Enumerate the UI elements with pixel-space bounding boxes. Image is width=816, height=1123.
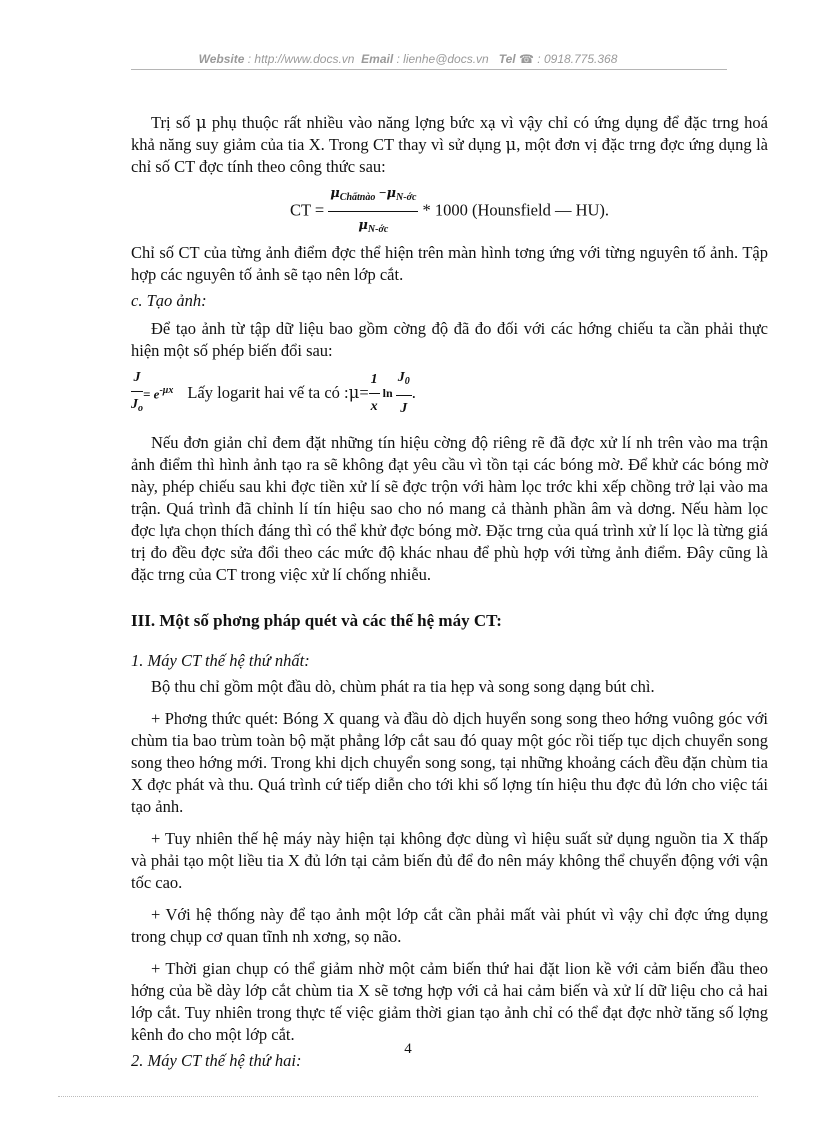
tel-label: Tel <box>498 52 516 66</box>
paragraph-gen1-second-sensor: + Thời gian chụp có thể giảm nhờ một cảm biến thứ hai đặt lion kề với cảm biến đầu theo hớng của bề dày lớp cắt chùm tia X sẽ tơng hợp với cả hai cảm biến và xử lí dữ liệu cho cả hai lớp cắt. Tuy nhiên trong thực tế việc giảm thời gian tạo ảnh chỉ có thể đạt đợc nhờ tăng số lợng kênh đo cho một lớp cắt. <box>131 959 768 1044</box>
paragraph-gen1-scan: + Phơng thức quét: Bóng X quang và đầu dò dịch huyển song song theo hớng vuông góc với chùm tia bao trùm toàn bộ mặt phẳng lớp cắt sau đó quay một góc rồi tiếp tục dịch chuyển song song theo hớng mới. Trong khi dịch chuyển song song, tại những khoảng cách đều đặn chùm tia X đợc phát và thu. Quá trình cứ tiếp diễn cho tới khi số lợng tín hiệu thu đợc đủ lớn cho việc tái tạo ảnh. <box>131 709 768 816</box>
ct-formula <box>131 182 768 234</box>
ct-formula-lhs: CT = <box>289 200 329 220</box>
mu-symbol: μ <box>195 113 207 132</box>
paragraph-gen1-limits: + Tuy nhiên thế hệ máy này hiện tại không đợc dùng vì hiệu suất sử dụng nguồn tia X thấp và phải tạo một liều tia X đủ lớn tại cảm biến đủ để đo nên máy không thể chuyển động với vận tốc cao. <box>131 829 768 892</box>
attenuation-formula: $\frac{J}{J_o}$ = $e^{-\mu x}$ Lấy logarit hai vế ta có : μ = $\frac{1}{x}$ ln $\frac{J_0}{J}$ . <box>131 368 768 418</box>
heading-gen-2: 2. Máy CT thế hệ thứ hai: <box>131 1051 302 1070</box>
ct-formula-numerator: $\mu_{Chấtnào} -\mu_{N-ớc}$ <box>328 182 418 212</box>
paragraph-filtering: Nếu đơn giản chỉ đem đặt những tín hiệu cờng độ riêng rẽ đã đợc xử lí nh trên vào ma trận ảnh điểm thì hình ảnh tạo ra sẽ không đạt yêu cầu vì tồn tại các bóng mờ. Để khử các bóng mờ này, phép chiếu sau khi đợc tiền xử lí sẽ đợc trộn với hàm lọc trớc khi xếp chồng trở lại vào ma trận. Quá trình đã chỉnh lí tín hiệu sao cho nó mang cả thành phần âm và dơng. Nếu hàm lọc đợc lựa chọn thích đáng thì có thể khử đợc bóng mờ. Đặc trng của quá trình xử lí lọc là từng giá trị đo đều đợc sửa đổi theo các mức độ khác nhau để phù hợp với từng ảnh điểm. Đây cũng là đặc trng của CT trong việc xử lí chống nhiễu. <box>131 433 768 584</box>
header-divider <box>131 69 727 70</box>
email-address[interactable]: : lienhe@docs.vn <box>396 52 489 66</box>
logarit-text: Lấy logarit hai vế ta có : <box>187 383 349 402</box>
ct-formula-rhs: * 1000 (Hounsfield — HU). <box>422 200 610 220</box>
one-over-x-fraction: $\frac{1}{x}$ <box>369 369 380 418</box>
footer-divider <box>58 1096 758 1097</box>
exponential-term: = $e^{-\mu x}$ <box>143 385 174 402</box>
heading-gen-1: 1. Máy CT thế hệ thứ nhất: <box>131 651 310 670</box>
ct-formula-denominator: $\mu_{N-ớc}$ <box>358 218 389 235</box>
tel-number: : 0918.775.368 <box>537 52 618 66</box>
paragraph-gen1-time: + Với hệ thống này để tạo ảnh một lớp cắt cần phải mất vài phút vì vậy chỉ đợc ứng dụng trong chụp cơ quan tĩnh nh xơng, sọ não. <box>131 905 768 946</box>
paragraph-ct-index: Chỉ số CT của từng ảnh điểm đợc thể hiện trên màn hình tơng ứng với từng nguyên tố ảnh. Tập hợp các nguyên tố ảnh sẽ tạo nên lớp cắt. <box>131 243 768 284</box>
mu-symbol: μ <box>505 135 517 154</box>
page-number: 4 <box>404 1041 412 1057</box>
paragraph-mu-intro: Trị số μ phụ thuộc rất nhiều vào năng lợng bức xạ vì vậy chỉ có ứng dụng để đặc trng hoá khả năng suy giảm của tia X. Trong CT thay vì sử dụng μ, một đơn vị đặc trng đợc ứng dụng là chỉ số CT đợc tính theo công thức sau: <box>131 113 769 176</box>
email-label: Email <box>361 52 394 66</box>
j-over-jo-fraction: $\frac{J}{J_o}$ <box>131 367 143 420</box>
page-header <box>0 52 816 66</box>
heading-section-iii: III. Một số phơng pháp quét và các thế hệ máy CT: <box>131 611 502 630</box>
website-url[interactable]: : http://www.docs.vn <box>247 52 355 66</box>
phone-icon: ☎ <box>519 52 534 66</box>
document-body <box>131 112 768 1072</box>
paragraph-transform: Để tạo ảnh từ tập dữ liệu bao gồm cờng độ đã đo đối với các hớng chiếu ta cần phải thực hiện một số phép biến đổi sau: <box>131 319 768 360</box>
ln-operator: ln <box>382 386 393 400</box>
heading-tao-anh: c. Tạo ảnh: <box>131 291 207 310</box>
paragraph-gen1-detector: Bộ thu chỉ gồm một đầu dò, chùm phát ra tia hẹp và song song dạng bút chì. <box>151 677 655 696</box>
website-label: Website <box>198 52 245 66</box>
j0-over-j-fraction: $\frac{J_0}{J}$ <box>396 367 412 420</box>
mu-symbol: μ <box>348 383 360 402</box>
ct-formula-fraction <box>328 182 418 241</box>
